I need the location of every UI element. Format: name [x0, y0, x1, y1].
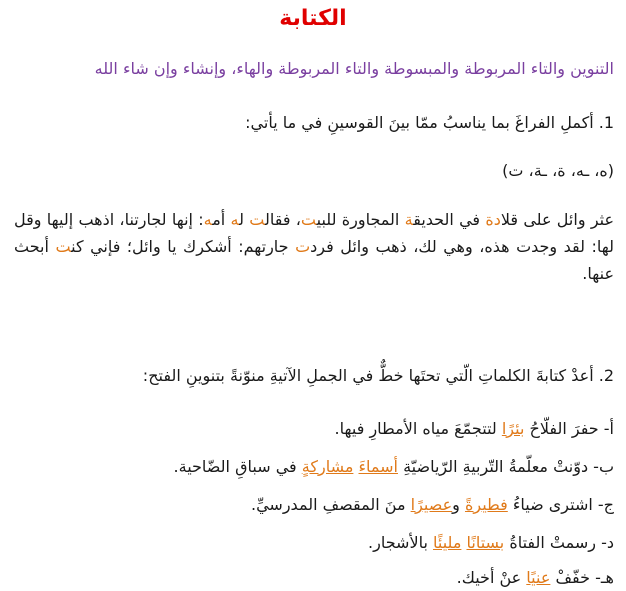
filled-letter: ه	[203, 210, 213, 229]
page-title: الكتابة	[279, 6, 347, 31]
underlined-word: عصيرًا	[410, 495, 453, 514]
filled-letter: ت	[295, 237, 311, 256]
q2-sentence-e	[457, 566, 614, 590]
q2-sentence-c	[251, 493, 614, 517]
paragraph-text: : إنها لجارتنا، اذهب إليها وقل لها: لقد وجدت هذه، وهي لك، ذهب وائل فرد	[14, 210, 615, 256]
sentence-text: ج- اشترى ضياءُ	[507, 495, 614, 514]
sentence-text: أ- حفرَ الفلّاحُ	[524, 419, 614, 438]
lesson-subtitle: التنوين والتاء المربوطة والمبسوطة والتاء المربوطة والهاء، وإنشاء وإن شاء الله	[94, 59, 614, 78]
underlined-word: بستانًا	[466, 533, 505, 552]
paragraph-text: أبحث عنها.	[14, 237, 614, 283]
paragraph-text: أم	[212, 210, 231, 229]
q2-instruction: 2. أعدْ كتابةَ الكلماتِ الّتي تحتَها خطٌّ في الجملِ الآتيةِ منوّنةً بتنوينِ الفتح:	[142, 366, 614, 385]
sentence-text: و	[452, 495, 465, 514]
sentence-text: في سباقِ الضّاحية.	[173, 457, 302, 476]
underlined-word: مليئًا	[432, 533, 462, 552]
sentence-text: عنْ أخيك.	[456, 568, 527, 587]
q2-sentence-d	[368, 531, 614, 555]
paragraph-text: ل	[239, 210, 250, 229]
q1-options: (ه، ـه، ة، ـة، ت)	[502, 161, 614, 180]
underlined-word: عنيًا	[526, 568, 551, 587]
paragraph-text: جارتهم: أشكرك يا وائل؛ فإني كن	[71, 237, 296, 256]
underlined-word: مشاركةٍ	[301, 457, 354, 476]
paragraph-text: ، فقال	[264, 210, 301, 229]
sentence-text: هـ- خفّفْ	[550, 568, 614, 587]
filled-letter: ه	[230, 210, 240, 229]
sentence-text: منَ المقصفِ المدرسيِّ.	[251, 495, 411, 514]
paragraph-text: المجاورة للبي	[316, 210, 405, 229]
underlined-word: بئرًا	[501, 419, 525, 438]
paragraph-text: في الحديق	[413, 210, 486, 229]
q1-instruction: 1. أكملِ الفراغَ بما يناسبُ ممّا بينَ القوسينِ في ما يأتي:	[245, 113, 614, 132]
filled-letter: ة	[404, 210, 414, 229]
filled-letter: ت	[55, 237, 72, 256]
filled-letter: ت	[300, 210, 317, 229]
filled-letter: دة	[485, 210, 501, 229]
sentence-text: لتتجمّعَ مياه الأمطارِ فيها.	[334, 419, 502, 438]
q2-sentence-b	[174, 455, 614, 479]
filled-letter: ت	[249, 210, 265, 229]
paragraph-text: عثر وائل على قلا	[500, 210, 615, 229]
sentence-text: بالأشجار.	[368, 533, 433, 552]
sentence-text: ب- دوّنتْ معلّمةُ التّربيةِ الرّياضيّةِ	[398, 457, 614, 476]
q1-paragraph	[14, 206, 614, 287]
sentence-text: د- رسمتْ الفتاةُ	[504, 533, 614, 552]
underlined-word: أسماءَ	[358, 457, 398, 476]
underlined-word: فطيرةً	[464, 495, 508, 514]
q2-sentence-a	[335, 417, 614, 441]
